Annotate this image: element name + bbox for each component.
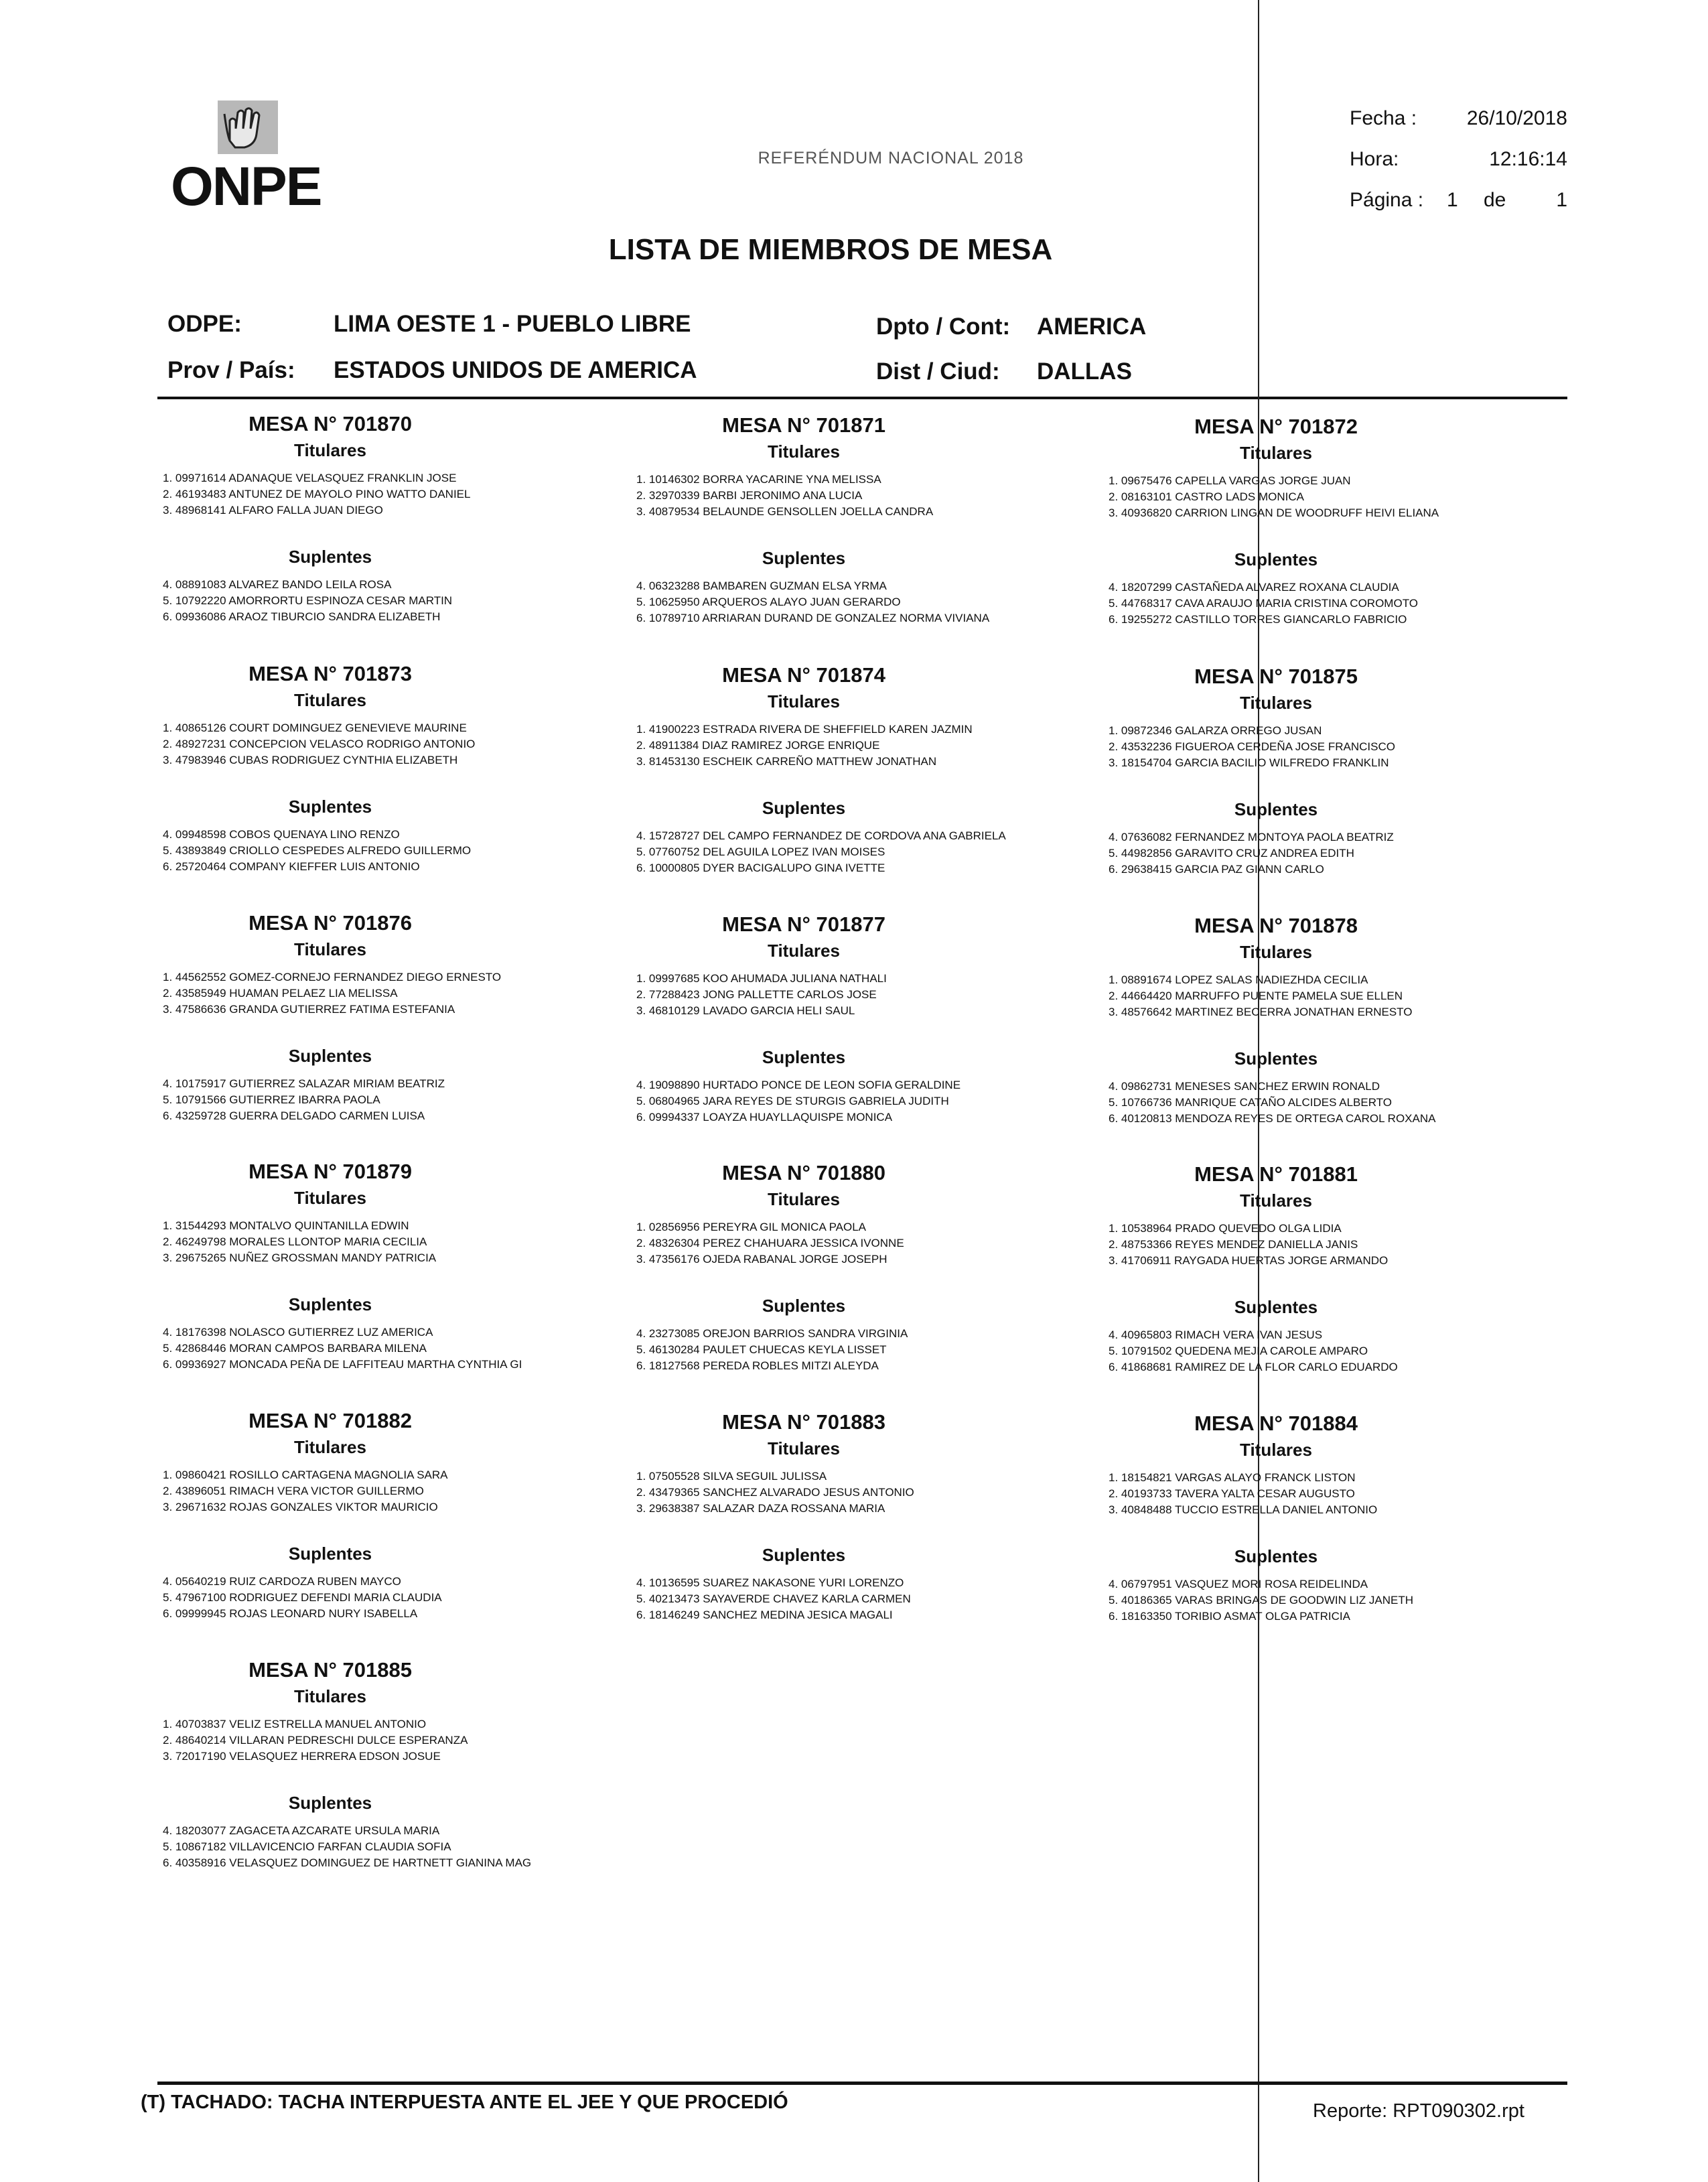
mesa-block xyxy=(163,412,632,625)
member-row: 3. 40848488 TUCCIO ESTRELLA DANIEL ANTONIO xyxy=(1109,1503,1378,1516)
report-id: Reporte: RPT090302.rpt xyxy=(1313,2100,1524,2122)
suplentes-list xyxy=(163,577,632,625)
member-row: 1. 09675476 CAPELLA VARGAS JORGE JUAN xyxy=(1109,474,1351,487)
member-row: 4. 06323288 BAMBAREN GUZMAN ELSA YRMA xyxy=(636,579,887,592)
mesa-block xyxy=(636,1410,1105,1623)
member-row: 5. 06804965 JARA REYES DE STURGIS GABRIELA JUDITH xyxy=(636,1095,949,1107)
member-row: 5. 40186365 VARAS BRINGAS DE GOODWIN LIZ JANETH xyxy=(1109,1594,1414,1607)
member-row: 4. 18207299 CASTAÑEDA ALVAREZ ROXANA CLAUDIA xyxy=(1109,581,1399,594)
member-row: 2. 32970339 BARBI JERONIMO ANA LUCIA xyxy=(636,489,863,502)
member-row: 1. 10538964 PRADO QUEVEDO OLGA LIDIA xyxy=(1109,1222,1342,1235)
mesa-title: MESA N° 701878 xyxy=(1194,914,1358,937)
member-row: 4. 10175917 GUTIERREZ SALAZAR MIRIAM BEATRIZ xyxy=(163,1077,445,1090)
member-row: 6. 09936927 MONCADA PEÑA DE LAFFITEAU MARTHA CYNTHIA GI xyxy=(163,1358,522,1371)
titulares-label: Titulares xyxy=(294,1437,366,1457)
member-row: 3. 18154704 GARCIA BACILIO WILFREDO FRANKLIN xyxy=(1109,756,1389,769)
member-row: 4. 19098890 HURTADO PONCE DE LEON SOFIA GERALDINE xyxy=(636,1079,961,1091)
odpe-value: LIMA OESTE 1 - PUEBLO LIBRE xyxy=(334,311,691,337)
member-row: 5. 42868446 MORAN CAMPOS BARBARA MILENA xyxy=(163,1342,427,1355)
mesa-block xyxy=(1109,415,1577,628)
suplentes-list xyxy=(163,1324,632,1373)
member-row: 2. 43479365 SANCHEZ ALVARADO JESUS ANTONIO xyxy=(636,1486,914,1499)
member-row: 5. 47967100 RODRIGUEZ DEFENDI MARIA CLAUDIA xyxy=(163,1591,442,1604)
mesa-block xyxy=(163,662,632,875)
member-row: 3. 72017190 VELASQUEZ HERRERA EDSON JOSUE xyxy=(163,1750,441,1763)
mesa-title: MESA N° 701870 xyxy=(248,412,412,435)
member-row: 6. 43259728 GUERRA DELGADO CARMEN LUISA xyxy=(163,1109,425,1122)
suplentes-list xyxy=(636,1326,1105,1374)
logo-text: ONPE xyxy=(171,156,322,217)
mesa-block xyxy=(636,1161,1105,1374)
mesa-title: MESA N° 701884 xyxy=(1194,1412,1358,1435)
member-row: 4. 06797951 VASQUEZ MORI ROSA REIDELINDA xyxy=(1109,1578,1368,1590)
mesa-block xyxy=(1109,665,1577,878)
titulares-list xyxy=(636,1219,1105,1268)
titulares-list xyxy=(1109,473,1577,521)
suplentes-list xyxy=(636,578,1105,626)
titulares-label: Titulares xyxy=(294,1188,366,1208)
titulares-list xyxy=(163,720,632,768)
mesa-block xyxy=(163,1658,632,1871)
member-row: 5. 10791502 QUEDENA MEJIA CAROLE AMPARO xyxy=(1109,1345,1368,1357)
prov-label: Prov / País: xyxy=(167,357,295,383)
suplentes-list xyxy=(636,1575,1105,1623)
member-row: 1. 09997685 KOO AHUMADA JULIANA NATHALI xyxy=(636,972,887,985)
titulares-label: Titulares xyxy=(768,691,840,711)
member-row: 5. 44768317 CAVA ARAUJO MARIA CRISTINA COROMOTO xyxy=(1109,597,1418,610)
member-row: 2. 77288423 JONG PALLETTE CARLOS JOSE xyxy=(636,988,877,1001)
dist-label: Dist / Ciud: xyxy=(876,358,1000,385)
prov-value: ESTADOS UNIDOS DE AMERICA xyxy=(334,357,697,383)
member-row: 3. 81453130 ESCHEIK CARREÑO MATTHEW JONATHAN xyxy=(636,755,937,768)
footer-note: (T) TACHADO: TACHA INTERPUESTA ANTE EL JEE Y QUE PROCEDIÓ xyxy=(141,2092,788,2113)
onpe-logo xyxy=(171,100,338,217)
dist-value: DALLAS xyxy=(1037,358,1132,385)
titulares-label: Titulares xyxy=(294,440,366,460)
mesa-block xyxy=(1109,914,1577,1127)
member-row: 5. 10792220 AMORRORTU ESPINOZA CESAR MARTIN xyxy=(163,594,453,607)
suplentes-list xyxy=(1109,1327,1577,1375)
mesa-block xyxy=(1109,1162,1577,1375)
dpto-value: AMERICA xyxy=(1037,314,1147,340)
member-row: 4. 08891083 ALVAREZ BANDO LEILA ROSA xyxy=(163,578,392,591)
member-row: 4. 40965803 RIMACH VERA IVAN JESUS xyxy=(1109,1328,1323,1341)
member-row: 3. 47356176 OJEDA RABANAL JORGE JOSEPH xyxy=(636,1253,887,1266)
member-row: 5. 10766736 MANRIQUE CATAÑO ALCIDES ALBERTO xyxy=(1109,1096,1392,1109)
titulares-label: Titulares xyxy=(294,690,366,710)
member-row: 4. 18176398 NOLASCO GUTIERREZ LUZ AMERICA xyxy=(163,1326,433,1339)
member-row: 6. 09936086 ARAOZ TIBURCIO SANDRA ELIZABETH xyxy=(163,610,441,623)
member-row: 1. 10146302 BORRA YACARINE YNA MELISSA xyxy=(636,473,881,486)
titulares-list xyxy=(163,1716,632,1765)
mesa-title: MESA N° 701872 xyxy=(1194,415,1358,438)
suplentes-label: Suplentes xyxy=(1234,1297,1318,1317)
member-row: 2. 43532236 FIGUEROA CERDEÑA JOSE FRANCISCO xyxy=(1109,740,1395,753)
header-divider xyxy=(157,397,1567,399)
mesa-block xyxy=(163,911,632,1124)
member-row: 6. 25720464 COMPANY KIEFFER LUIS ANTONIO xyxy=(163,860,420,873)
member-row: 6. 18127568 PEREDA ROBLES MITZI ALEYDA xyxy=(636,1359,879,1372)
suplentes-list xyxy=(1109,1079,1577,1127)
pagina-row xyxy=(1346,189,1567,230)
member-row: 3. 41706911 RAYGADA HUERTAS JORGE ARMANDO xyxy=(1109,1254,1389,1267)
titulares-label: Titulares xyxy=(768,1438,840,1458)
mesa-title: MESA N° 701873 xyxy=(248,662,412,685)
member-row: 4. 09862731 MENESES SANCHEZ ERWIN RONALD xyxy=(1109,1080,1380,1093)
member-row: 5. 44982856 GARAVITO CRUZ ANDREA EDITH xyxy=(1109,847,1354,860)
member-row: 3. 48576642 MARTINEZ BECERRA JONATHAN ERNESTO xyxy=(1109,1006,1413,1018)
suplentes-label: Suplentes xyxy=(288,1544,372,1564)
footer-divider xyxy=(157,2082,1567,2085)
mesa-title: MESA N° 701882 xyxy=(248,1409,412,1432)
report-meta xyxy=(1346,107,1567,230)
hora-value: 12:16:14 xyxy=(1489,148,1567,170)
mesa-title: MESA N° 701875 xyxy=(1194,665,1358,688)
titulares-list xyxy=(636,722,1105,770)
titulares-label: Titulares xyxy=(1240,1440,1312,1460)
member-row: 6. 40120813 MENDOZA REYES DE ORTEGA CAROL ROXANA xyxy=(1109,1112,1436,1125)
member-row: 6. 09999945 ROJAS LEONARD NURY ISABELLA xyxy=(163,1607,418,1620)
titulares-list xyxy=(163,470,632,519)
mesa-title: MESA N° 701879 xyxy=(248,1160,412,1183)
titulares-list xyxy=(1109,1221,1577,1269)
member-row: 2. 48326304 PEREZ CHAHUARA JESSICA IVONNE xyxy=(636,1237,904,1249)
member-row: 1. 41900223 ESTRADA RIVERA DE SHEFFIELD KAREN JAZMIN xyxy=(636,723,973,736)
titulares-list xyxy=(1109,972,1577,1020)
member-row: 6. 18163350 TORIBIO ASMAT OLGA PATRICIA xyxy=(1109,1610,1350,1623)
member-row: 6. 29638415 GARCIA PAZ GIANN CARLO xyxy=(1109,863,1324,876)
member-row: 6. 10789710 ARRIARAN DURAND DE GONZALEZ NORMA VIVIANA xyxy=(636,612,990,624)
suplentes-label: Suplentes xyxy=(1234,1546,1318,1566)
mesa-title: MESA N° 701883 xyxy=(722,1410,885,1434)
member-row: 1. 02856956 PEREYRA GIL MONICA PAOLA xyxy=(636,1221,867,1233)
suplentes-list xyxy=(163,1076,632,1124)
suplentes-label: Suplentes xyxy=(288,1793,372,1813)
mesa-block xyxy=(163,1409,632,1622)
mesa-title: MESA N° 701871 xyxy=(722,413,885,437)
member-row: 4. 18203077 ZAGACETA AZCARATE URSULA MARIA xyxy=(163,1824,440,1837)
suplentes-label: Suplentes xyxy=(288,797,372,817)
member-row: 6. 18146249 SANCHEZ MEDINA JESICA MAGALI xyxy=(636,1609,893,1621)
suplentes-list xyxy=(636,1077,1105,1126)
titulares-label: Titulares xyxy=(768,441,840,462)
titulares-list xyxy=(1109,723,1577,771)
member-row: 4. 09948598 COBOS QUENAYA LINO RENZO xyxy=(163,828,400,841)
titulares-list xyxy=(636,971,1105,1019)
titulares-list xyxy=(636,1469,1105,1517)
mesa-title: MESA N° 701885 xyxy=(248,1658,412,1682)
member-row: 3. 40936820 CARRION LINGAN DE WOODRUFF HEIVI ELIANA xyxy=(1109,506,1439,519)
voting-hand-icon xyxy=(218,100,278,154)
suplentes-label: Suplentes xyxy=(1234,549,1318,569)
member-row: 1. 09971614 ADANAQUE VELASQUEZ FRANKLIN JOSE xyxy=(163,472,457,484)
titulares-label: Titulares xyxy=(1240,1190,1312,1211)
fecha-label: Fecha : xyxy=(1350,107,1417,129)
member-row: 3. 40879534 BELAUNDE GENSOLLEN JOELLA CANDRA xyxy=(636,505,934,518)
member-row: 1. 07505528 SILVA SEGUIL JULISSA xyxy=(636,1470,827,1483)
titulares-list xyxy=(1109,1470,1577,1518)
member-row: 1. 09860421 ROSILLO CARTAGENA MAGNOLIA SARA xyxy=(163,1469,448,1481)
dpto-label: Dpto / Cont: xyxy=(876,314,1011,340)
mesa-title: MESA N° 701880 xyxy=(722,1161,885,1184)
member-row: 3. 29675265 NUÑEZ GROSSMAN MANDY PATRICIA xyxy=(163,1251,437,1264)
member-row: 6. 09994337 LOAYZA HUAYLLAQUISPE MONICA xyxy=(636,1111,893,1123)
member-row: 2. 43585949 HUAMAN PELAEZ LIA MELISSA xyxy=(163,987,398,1000)
pagina-label: Página : xyxy=(1350,189,1424,211)
suplentes-label: Suplentes xyxy=(1234,799,1318,819)
member-row: 2. 48753366 REYES MENDEZ DANIELLA JANIS xyxy=(1109,1238,1358,1251)
suplentes-list xyxy=(1109,579,1577,628)
titulares-label: Titulares xyxy=(768,941,840,961)
suplentes-label: Suplentes xyxy=(762,1047,846,1067)
member-row: 5. 46130284 PAULET CHUECAS KEYLA LISSET xyxy=(636,1343,887,1356)
member-row: 5. 40213473 SAYAVERDE CHAVEZ KARLA CARMEN xyxy=(636,1592,911,1605)
suplentes-label: Suplentes xyxy=(288,547,372,567)
odpe-label: ODPE: xyxy=(167,311,242,337)
member-row: 1. 09872346 GALARZA ORREGO JUSAN xyxy=(1109,724,1322,737)
member-row: 4. 05640219 RUIZ CARDOZA RUBEN MAYCO xyxy=(163,1575,401,1588)
member-row: 5. 10791566 GUTIERREZ IBARRA PAOLA xyxy=(163,1093,380,1106)
member-row: 3. 46810129 LAVADO GARCIA HELI SAUL xyxy=(636,1004,855,1017)
titulares-label: Titulares xyxy=(1240,942,1312,962)
mesa-title: MESA N° 701876 xyxy=(248,911,412,935)
member-row: 2. 46249798 MORALES LLONTOP MARIA CECILIA xyxy=(163,1235,427,1248)
member-row: 3. 48968141 ALFARO FALLA JUAN DIEGO xyxy=(163,504,383,517)
titulares-list xyxy=(636,472,1105,520)
suplentes-list xyxy=(163,1823,632,1871)
member-row: 2. 48640214 VILLARAN PEDRESCHI DULCE ESPERANZA xyxy=(163,1734,468,1747)
mesa-block xyxy=(636,413,1105,626)
suplentes-label: Suplentes xyxy=(762,798,846,818)
titulares-list xyxy=(163,1218,632,1266)
page-title: LISTA DE MIEMBROS DE MESA xyxy=(608,233,1053,266)
member-row: 6. 10000805 DYER BACIGALUPO GINA IVETTE xyxy=(636,862,885,874)
pagina-de-label: de xyxy=(1484,189,1506,211)
titulares-label: Titulares xyxy=(768,1189,840,1209)
member-row: 3. 47586636 GRANDA GUTIERREZ FATIMA ESTEFANIA xyxy=(163,1003,455,1016)
member-row: 1. 40865126 COURT DOMINGUEZ GENEVIEVE MAURINE xyxy=(163,722,467,734)
fecha-row xyxy=(1346,107,1567,148)
member-row: 5. 10625950 ARQUEROS ALAYO JUAN GERARDO xyxy=(636,596,901,608)
member-row: 4. 23273085 OREJON BARRIOS SANDRA VIRGINIA xyxy=(636,1327,908,1340)
suplentes-label: Suplentes xyxy=(288,1046,372,1066)
member-row: 1. 18154821 VARGAS ALAYO FRANCK LISTON xyxy=(1109,1471,1356,1484)
mesa-title: MESA N° 701877 xyxy=(722,912,885,936)
suplentes-list xyxy=(163,1574,632,1622)
titulares-list xyxy=(163,1467,632,1515)
member-row: 5. 10867182 VILLAVICENCIO FARFAN CLAUDIA SOFIA xyxy=(163,1840,451,1853)
member-row: 2. 43896051 RIMACH VERA VICTOR GUILLERMO xyxy=(163,1485,424,1497)
titulares-label: Titulares xyxy=(1240,693,1312,713)
titulares-label: Titulares xyxy=(294,939,366,959)
member-row: 2. 48911384 DIAZ RAMIREZ JORGE ENRIQUE xyxy=(636,739,880,752)
member-row: 4. 15728727 DEL CAMPO FERNANDEZ DE CORDOVA ANA GABRIELA xyxy=(636,829,1006,842)
member-row: 3. 29638387 SALAZAR DAZA ROSSANA MARIA xyxy=(636,1502,885,1515)
member-row: 3. 47983946 CUBAS RODRIGUEZ CYNTHIA ELIZABETH xyxy=(163,754,458,766)
pagina-total: 1 xyxy=(1556,189,1567,211)
suplentes-list xyxy=(163,827,632,875)
hora-label: Hora: xyxy=(1350,148,1399,170)
mesa-block xyxy=(636,663,1105,876)
member-row: 2. 40193733 TAVERA YALTA CESAR AUGUSTO xyxy=(1109,1487,1355,1500)
member-row: 3. 29671632 ROJAS GONZALES VIKTOR MAURICIO xyxy=(163,1501,438,1513)
suplentes-label: Suplentes xyxy=(762,1545,846,1565)
member-row: 5. 07760752 DEL AGUILA LOPEZ IVAN MOISES xyxy=(636,845,885,858)
fecha-value: 26/10/2018 xyxy=(1466,107,1567,129)
hora-row xyxy=(1346,148,1567,189)
member-row: 1. 44562552 GOMEZ-CORNEJO FERNANDEZ DIEGO ERNESTO xyxy=(163,971,502,983)
member-row: 1. 08891674 LOPEZ SALAS NADIEZHDA CECILIA xyxy=(1109,973,1368,986)
mesa-title: MESA N° 701881 xyxy=(1194,1162,1358,1186)
member-row: 1. 31544293 MONTALVO QUINTANILLA EDWIN xyxy=(163,1219,409,1232)
suplentes-label: Suplentes xyxy=(1234,1048,1318,1069)
member-row: 2. 44664420 MARRUFFO PUENTE PAMELA SUE ELLEN xyxy=(1109,990,1403,1002)
suplentes-list xyxy=(636,828,1105,876)
mesa-block xyxy=(163,1160,632,1373)
suplentes-label: Suplentes xyxy=(762,548,846,568)
mesa-block xyxy=(636,912,1105,1126)
member-row: 2. 08163101 CASTRO LADS MONICA xyxy=(1109,490,1304,503)
titulares-list xyxy=(163,969,632,1018)
member-row: 2. 48927231 CONCEPCION VELASCO RODRIGO ANTONIO xyxy=(163,738,476,750)
member-row: 6. 40358916 VELASQUEZ DOMINGUEZ DE HARTNETT GIANINA MAG xyxy=(163,1856,532,1869)
titulares-label: Titulares xyxy=(1240,443,1312,463)
suplentes-label: Suplentes xyxy=(288,1294,372,1314)
titulares-label: Titulares xyxy=(294,1686,366,1706)
suplentes-list xyxy=(1109,1576,1577,1625)
mesa-block xyxy=(1109,1412,1577,1625)
member-row: 6. 19255272 CASTILLO TORRES GIANCARLO FABRICIO xyxy=(1109,613,1407,626)
member-row: 2. 46193483 ANTUNEZ DE MAYOLO PINO WATTO DANIEL xyxy=(163,488,471,500)
member-row: 4. 10136595 SUAREZ NAKASONE YURI LORENZO xyxy=(636,1576,904,1589)
mesa-title: MESA N° 701874 xyxy=(722,663,885,687)
pagina-value: 1 xyxy=(1447,189,1458,211)
member-row: 5. 43893849 CRIOLLO CESPEDES ALFREDO GUILLERMO xyxy=(163,844,472,857)
member-row: 4. 07636082 FERNANDEZ MONTOYA PAOLA BEATRIZ xyxy=(1109,831,1394,843)
member-row: 6. 41868681 RAMIREZ DE LA FLOR CARLO EDUARDO xyxy=(1109,1361,1398,1373)
member-row: 1. 40703837 VELIZ ESTRELLA MANUEL ANTONIO xyxy=(163,1718,427,1730)
suplentes-label: Suplentes xyxy=(762,1296,846,1316)
event-name: REFERÉNDUM NACIONAL 2018 xyxy=(758,149,1024,167)
suplentes-list xyxy=(1109,829,1577,878)
